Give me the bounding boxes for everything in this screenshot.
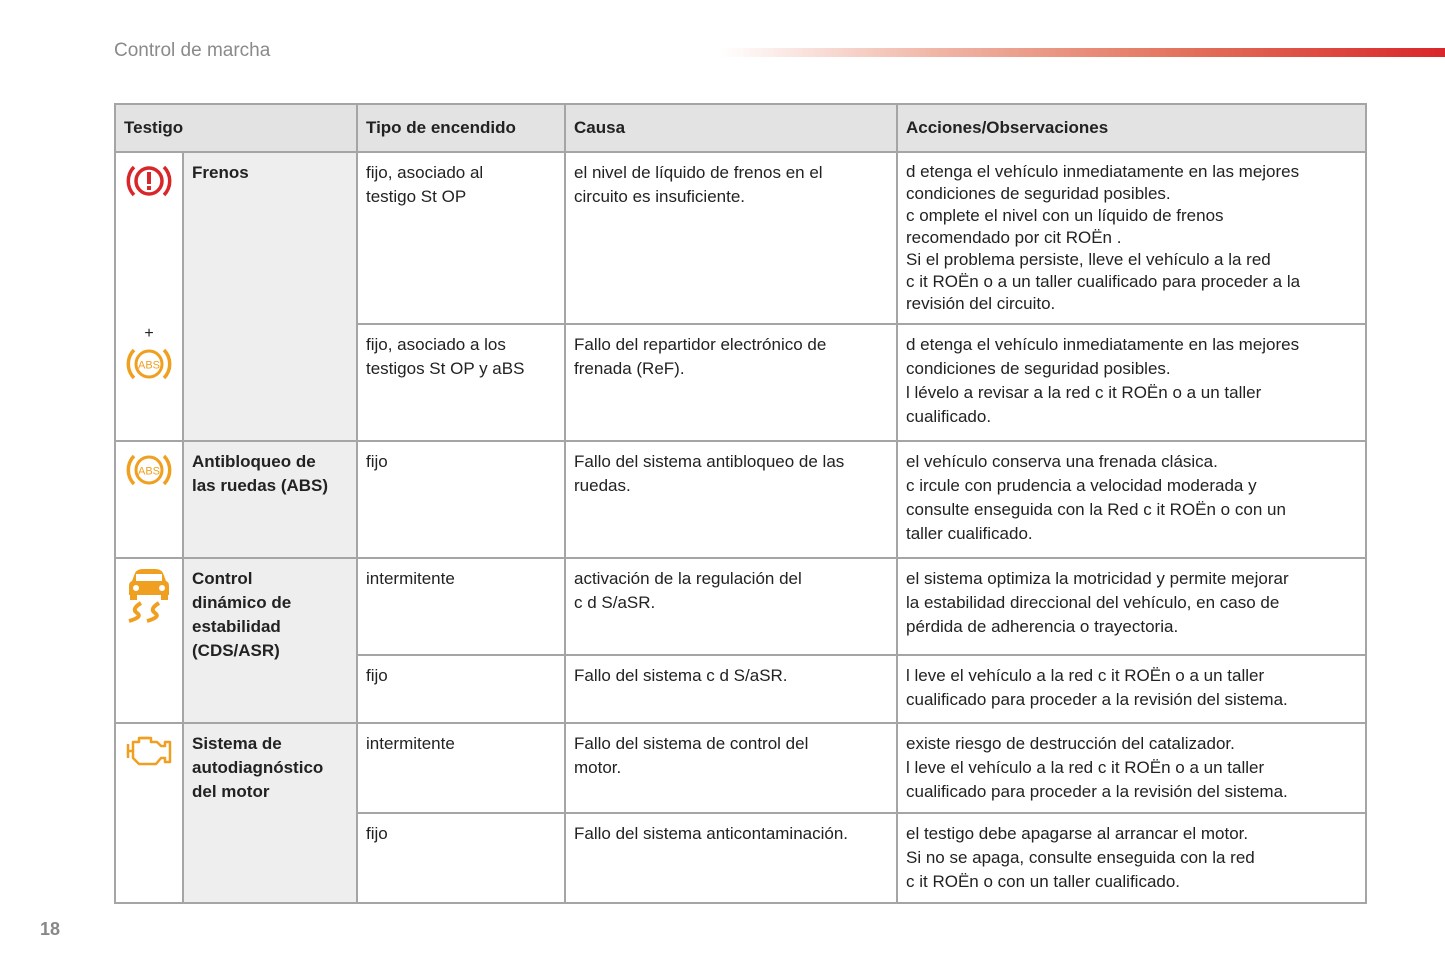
causa-cell [565, 813, 897, 903]
acciones-line: c ircule con prudencia a velocidad moderada y [906, 476, 1257, 495]
column-header-testigo: Testigo [115, 104, 357, 152]
acciones-cell [897, 655, 1366, 723]
tipo-line: fijo [366, 452, 388, 471]
causa-line: Fallo del sistema antibloqueo de las [574, 452, 845, 471]
causa-line: motor. [574, 758, 622, 777]
tipo-line: fijo, asociado al [366, 163, 484, 182]
warning-light-cell [115, 152, 183, 441]
causa-line: el nivel de líquido de frenos en el [574, 163, 823, 182]
acciones-line: recomendado por cit ROËn . [906, 228, 1122, 247]
warning-light-name [183, 723, 357, 903]
acciones-line: condiciones de seguridad posibles. [906, 184, 1171, 203]
acciones-cell [897, 558, 1366, 655]
table-header-row [115, 104, 1366, 152]
tipo-cell [357, 813, 565, 903]
acciones-cell [897, 441, 1366, 558]
warning-light-name [183, 558, 357, 723]
page-number: 18 [40, 919, 61, 939]
acciones-line: Si no se apaga, consulte enseguida con la red [906, 848, 1255, 867]
tipo-cell [357, 723, 565, 813]
section-title: Control de marcha [114, 40, 271, 61]
acciones-line: consulte enseguida con la Red c it ROËn o con un [906, 500, 1286, 519]
tipo-cell [357, 558, 565, 655]
tipo-cell [357, 152, 565, 324]
column-header-causa: Causa [565, 104, 897, 152]
warning-light-cell [115, 558, 183, 723]
acciones-line: cualificado para proceder a la revisión del sistema. [906, 782, 1288, 801]
causa-line: c d S/aSR. [574, 593, 656, 612]
name-line: Frenos [192, 163, 249, 182]
acciones-cell [897, 324, 1366, 441]
tipo-line: testigo St OP [366, 187, 467, 206]
warning-light-cell [115, 723, 183, 903]
acciones-line: condiciones de seguridad posibles. [906, 359, 1171, 378]
acciones-line: c it ROËn o a un taller cualificado para proceder a la [906, 272, 1301, 291]
table-row [115, 558, 1366, 655]
acciones-line: pérdida de adherencia o trayectoria. [906, 617, 1179, 636]
causa-cell [565, 441, 897, 558]
abs-warning-icon [125, 465, 173, 494]
table-row [115, 441, 1366, 558]
acciones-line: Si el problema persiste, lleve el vehículo a la red [906, 250, 1271, 269]
tipo-line: fijo [366, 824, 388, 843]
acciones-cell [897, 152, 1366, 324]
acciones-line: existe riesgo de destrucción del catalizador. [906, 734, 1235, 753]
acciones-line: d etenga el vehículo inmediatamente en las mejores [906, 162, 1300, 181]
causa-line: Fallo del repartidor electrónico de [574, 335, 827, 354]
acciones-line: el testigo debe apagarse al arrancar el motor. [906, 824, 1249, 843]
tipo-line: fijo, asociado a los [366, 335, 506, 354]
name-line: Antibloqueo de [192, 452, 316, 471]
causa-line: activación de la regulación del [574, 569, 802, 588]
acciones-line: taller cualificado. [906, 524, 1033, 543]
causa-line: Fallo del sistema de control del [574, 734, 809, 753]
plus-sign: + [144, 325, 154, 342]
svg-text:ABS: ABS [137, 465, 161, 478]
acciones-line: l leve el vehículo a la red c it ROËn o a un taller [906, 666, 1265, 685]
warning-light-name [183, 152, 357, 441]
name-line: Control [192, 569, 253, 588]
name-line: del motor [192, 782, 270, 801]
tipo-cell [357, 324, 565, 441]
tipo-cell [357, 441, 565, 558]
name-line: dinámico de [192, 593, 292, 612]
table-row [115, 723, 1366, 813]
acciones-line: cualificado. [906, 407, 992, 426]
column-header-acciones: Acciones/Observaciones [897, 104, 1366, 152]
causa-cell [565, 324, 897, 441]
causa-line: Fallo del sistema anticontaminación. [574, 824, 849, 843]
causa-line: ruedas. [574, 476, 631, 495]
acciones-cell [897, 723, 1366, 813]
abs-warning-icon [125, 359, 173, 388]
acciones-line: l lévelo a revisar a la red c it ROËn o a un taller [906, 383, 1262, 402]
name-line: autodiagnóstico [192, 758, 324, 777]
tipo-cell [357, 655, 565, 723]
name-line: Sistema de [192, 734, 282, 753]
causa-cell [565, 558, 897, 655]
causa-line: circuito es insuficiente. [574, 187, 746, 206]
svg-text:ABS: ABS [137, 359, 161, 372]
causa-line: frenada (ReF). [574, 359, 685, 378]
name-line: (CDS/ASR) [192, 641, 280, 660]
acciones-cell [897, 813, 1366, 903]
warning-light-name [183, 441, 357, 558]
header-accent-bar [720, 48, 1445, 57]
acciones-line: el vehículo conserva una frenada clásica. [906, 452, 1218, 471]
tipo-line: intermitente [366, 734, 455, 753]
causa-cell [565, 655, 897, 723]
table-row [115, 152, 1366, 324]
acciones-line: l leve el vehículo a la red c it ROËn o a un taller [906, 758, 1265, 777]
acciones-line: c it ROËn o con un taller cualificado. [906, 872, 1181, 891]
name-line: estabilidad [192, 617, 281, 636]
causa-cell [565, 152, 897, 324]
acciones-line: c omplete el nivel con un líquido de frenos [906, 206, 1224, 225]
warning-light-cell [115, 441, 183, 558]
tipo-line: testigos St OP y aBS [366, 359, 525, 378]
acciones-line: cualificado para proceder a la revisión del sistema. [906, 690, 1288, 709]
acciones-line: el sistema optimiza la motricidad y permite mejorar [906, 569, 1289, 588]
acciones-line: revisión del circuito. [906, 294, 1056, 313]
acciones-line: la estabilidad direccional del vehículo, en caso de [906, 593, 1280, 612]
name-line: las ruedas (ABS) [192, 476, 329, 495]
tipo-line: fijo [366, 666, 388, 685]
tipo-line: intermitente [366, 569, 455, 588]
stability-control-icon [123, 608, 175, 627]
causa-cell [565, 723, 897, 813]
warning-lights-table [114, 103, 1367, 904]
brake-warning-icon [125, 161, 173, 208]
causa-line: Fallo del sistema c d S/aSR. [574, 666, 788, 685]
acciones-line: d etenga el vehículo inmediatamente en las mejores [906, 335, 1300, 354]
column-header-tipo: Tipo de encendido [357, 104, 565, 152]
engine-check-icon [124, 753, 174, 772]
